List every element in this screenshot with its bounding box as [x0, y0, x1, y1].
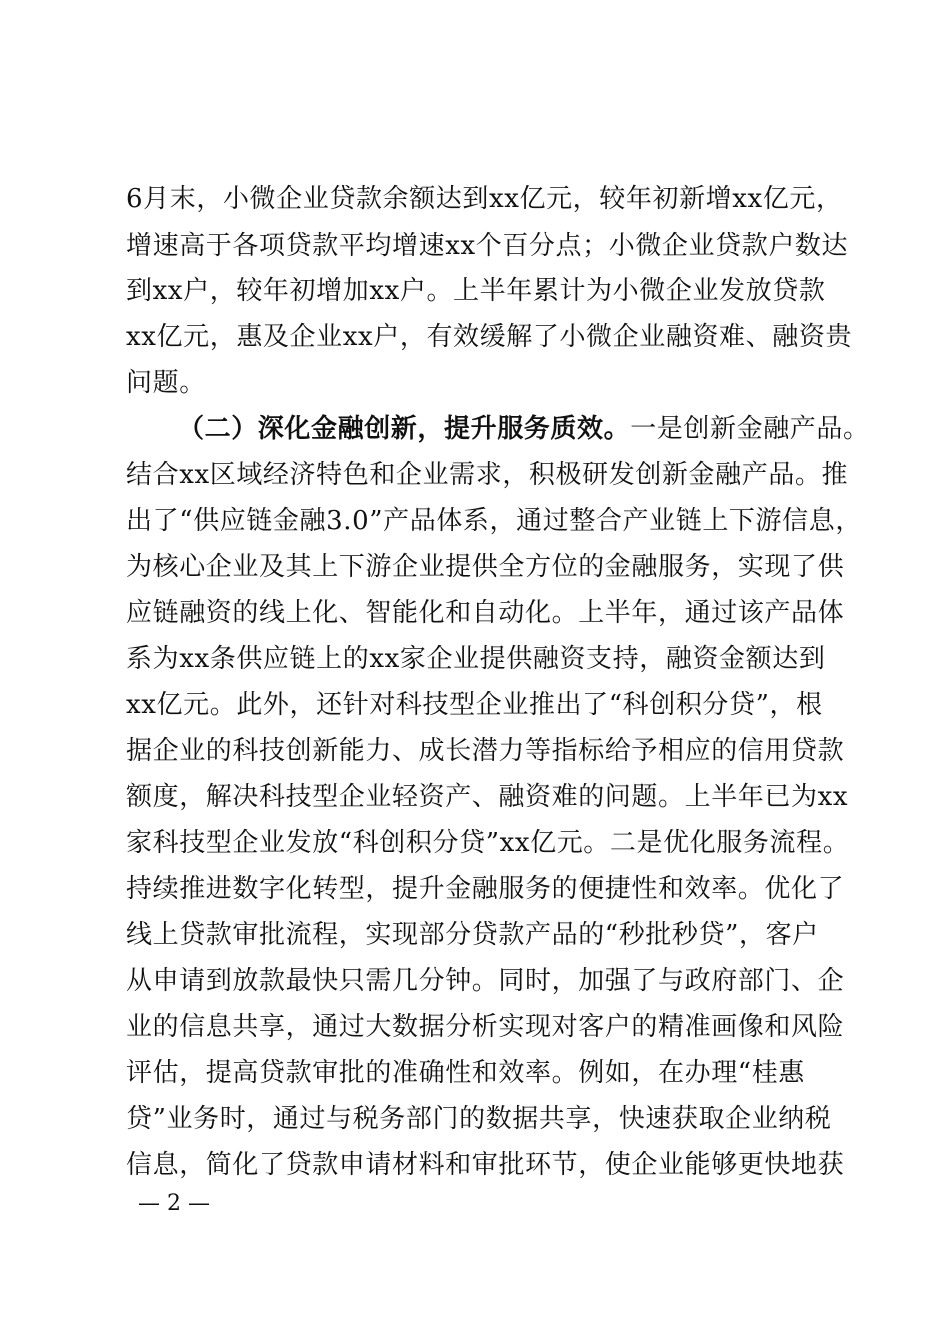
- body-text-line: 到xx户，较年初增加xx户。上半年累计为小微企业发放贷款: [126, 276, 826, 306]
- section-heading: [178, 414, 888, 444]
- body-text-line: 贷”业务时，通过与税务部门的数据共享，快速获取企业纳税: [126, 1104, 832, 1134]
- body-text-line: 应链融资的线上化、智能化和自动化。上半年，通过该产品体: [126, 598, 845, 628]
- body-text-line: 系为xx条供应链上的xx家企业提供融资支持，融资金额达到: [126, 644, 826, 674]
- body-text-line: 持续推进数字化转型，提升金融服务的便捷性和效率。优化了: [126, 874, 845, 904]
- body-text-line: xx亿元，惠及企业xx户，有效缓解了小微企业融资难、融资贵: [126, 322, 853, 352]
- body-text-line: 从申请到放款最快只需几分钟。同时，加强了与政府部门、企: [126, 966, 845, 996]
- body-text-line: 线上贷款审批流程，实现部分贷款产品的“秒批秒贷”，客户: [126, 920, 819, 950]
- page-number: — 2 —: [138, 1191, 210, 1216]
- section-heading-lead: （二）深化金融创新，提升服务质效。: [178, 414, 631, 444]
- body-text-line: 家科技型企业发放“科创积分贷”xx亿元。二是优化服务流程。: [126, 828, 850, 858]
- body-text-line: 出了“供应链金融3.0”产品体系，通过整合产业链上下游信息，: [126, 506, 862, 536]
- body-text-line: 信息，简化了贷款申请材料和审批环节，使企业能够更快地获: [126, 1150, 845, 1180]
- body-text-line: 额度，解决科技型企业轻资产、融资难的问题。上半年已为xx: [126, 782, 849, 812]
- body-text-line: 业的信息共享，通过大数据分析实现对客户的精准画像和风险: [126, 1012, 845, 1042]
- section-heading-rest: 一是创新金融产品。: [630, 414, 870, 444]
- body-text-line: 增速高于各项贷款平均增速xx个百分点；小微企业贷款户数达: [126, 231, 849, 261]
- body-text-line: 6月末，小微企业贷款余额达到xx亿元，较年初新增xx亿元，: [126, 184, 843, 214]
- body-text-line: 评估，提高贷款审批的准确性和效率。例如，在办理“桂惠: [126, 1058, 805, 1088]
- body-text-line: 结合xx区域经济特色和企业需求，积极研发创新金融产品。推: [126, 460, 849, 490]
- body-text-line: xx亿元。此外，还针对科技型企业推出了“科创积分贷”，根: [126, 690, 823, 720]
- body-text-line: 据企业的科技创新能力、成长潜力等指标给予相应的信用贷款: [126, 736, 845, 766]
- body-text-line: 问题。: [126, 368, 206, 398]
- body-text-line: 为核心企业及其上下游企业提供全方位的金融服务，实现了供: [126, 552, 845, 582]
